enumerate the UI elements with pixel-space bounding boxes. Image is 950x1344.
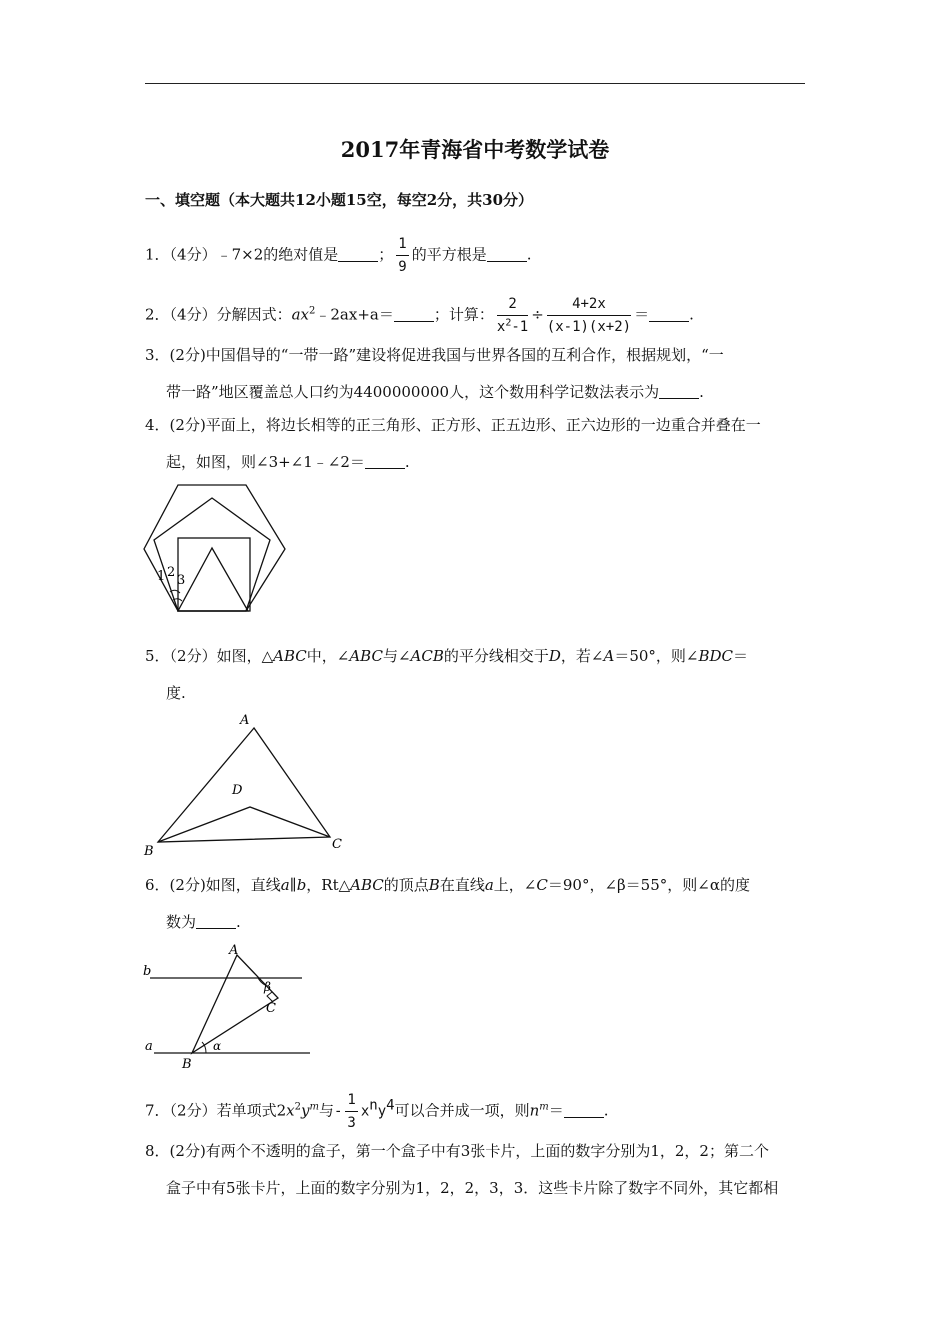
angle-label-3: 3 [177,573,186,588]
q5-text-g: ＝ [733,647,749,665]
q6-text-d: 在直线 [439,876,485,894]
den-x: x [496,319,506,335]
angle-label-1: 1 [157,569,166,584]
vertex-c-label: C [266,1001,276,1016]
den-tail: -1 [511,319,529,335]
question-4-line-1: 4．(2分)平面上，将边长相等的正三角形、正方形、正五边形、正六边形的一边重合并叠在一 [145,416,761,434]
answer-blank [649,307,689,322]
q5-d: D [548,647,561,665]
vertex-c-label: C [332,837,342,852]
q2-text-a: 分解因式： [216,305,292,324]
question-8-line-1: 8．(2分)有两个不透明的盒子，第一个盒子中有3张卡片，上面的数字分别为1，2，2；第二个 [145,1142,769,1160]
question-4-line-2 [166,452,410,472]
q7-text-a: 若单项式2 [216,1101,287,1120]
vertex-a-label: A [240,713,250,728]
hexagon [144,485,285,611]
vertex-b-label: B [182,1057,192,1072]
answer-blank [394,307,434,322]
question-1 [145,234,532,277]
q4-text: 起，如图，则∠3+∠1﹣∠2＝ [166,453,365,471]
answer-blank [487,247,527,262]
q7-sup-m: m [309,1101,319,1113]
q2-end: . [689,305,694,324]
q4-end: . [404,453,410,471]
q6-a2: a [484,876,494,894]
mono-sup-n: n [369,1097,378,1114]
answer-blank [659,384,699,399]
q5-text-b: 中，∠ [306,647,350,665]
header-rule [145,83,805,84]
fraction-denominator: 9 [398,259,407,275]
vertex-b-label: B [144,844,154,859]
den-sup: 2 [505,317,512,329]
q3-end: . [699,383,704,401]
parallel-lines-figure [140,940,320,1070]
fraction-numerator: 2 [497,294,528,316]
q5-text-d: 的平分线相交于 [443,647,549,665]
pentagon [154,498,270,611]
q6-C: C [536,876,548,894]
q7-sup-2: 2 [294,1101,301,1113]
q7-x: x [286,1101,295,1120]
fraction-numerator: 1 [345,1090,357,1112]
question-7 [145,1090,609,1133]
q1-text-a: ﹣7×2的绝对值是 [216,245,339,264]
question-6-line-2 [166,912,241,932]
answer-blank [365,454,405,469]
q1-text-b: 的平方根是 [411,245,487,264]
divide-sign: ÷ [531,305,544,324]
q6-text-f: ＝90°，∠β＝55°，则∠α的度 [547,876,750,894]
q6-text-b: ，Rt△ [306,876,351,894]
q7-score: （2分） [169,1101,217,1120]
question-8-line-2: 盒子中有5张卡片，上面的数字分别为1，2，2，3，3．这些卡片除了数字不同外，其它都相 [166,1179,779,1197]
mono-x: x [360,1103,370,1120]
q1-number: 1． [145,245,170,264]
q2-sup-a: 2 [309,305,316,317]
fraction-denominator [497,316,528,337]
fraction-numerator: 1 [396,234,408,256]
q6-end: . [236,913,241,931]
q5-acb: ACB [410,647,444,665]
q2-score: （4分） [169,305,217,324]
q5-text-c: 与∠ [382,647,411,665]
q6-text-a: 6．(2分)如图，直线 [145,876,281,894]
line-b-label: b [143,964,152,979]
question-2 [145,294,694,337]
point-d-label: D [232,783,243,798]
line-a-label: a [145,1039,153,1054]
question-3-line-2 [166,382,704,402]
fraction-numerator: 4+2x [547,294,631,316]
q7-number: 7． [145,1101,170,1120]
alpha-label: α [213,1039,222,1053]
q7-end: . [603,1101,609,1120]
q5-a: A [603,647,615,665]
page-title: 2017年青海省中考数学试卷 [340,137,610,162]
q6-parallel: ∥ [289,876,297,894]
question-6-line-1 [145,875,750,895]
square [178,538,250,611]
fraction-denominator: (x-1)(x+2) [546,319,632,335]
q6-text-e: 上，∠ [493,876,537,894]
fraction-2-over-x2-1 [497,294,528,337]
fraction-denominator: 3 [347,1115,356,1131]
q5-abc2: ABC [349,647,383,665]
q2-expr-a: ax [291,305,310,324]
q1-sep: ； [378,245,394,264]
fraction-one-ninth [396,234,408,277]
answer-blank [338,247,378,262]
section-heading: 一、填空题（本大题共12小题15空，每空2分，共30分） [145,191,534,209]
q7-sup-m2: m [539,1101,549,1113]
q5-abc: ABC [273,647,307,665]
q1-score: （4分） [169,245,217,264]
q1-end: . [526,245,532,264]
mono-y: y [377,1103,387,1120]
q5-text-a: 5．（2分）如图，△ [145,647,274,665]
alpha-arc [202,1042,206,1053]
q6-abc: ABC [350,876,384,894]
q3-text: 带一路”地区覆盖总人口约为4400000000人，这个数用科学记数法表示为 [166,383,660,401]
question-5-line-2: 度. [166,684,186,702]
q2-expr-b: ﹣2ax+a＝ [315,305,394,324]
mono-sup-4: 4 [386,1097,395,1114]
triangle [178,548,248,611]
q7-y: y [300,1101,310,1120]
beta-label: β [264,980,271,994]
q7-n: n [529,1101,540,1120]
q6-b: b [296,876,307,894]
q7-text-c: 可以合并成一项，则 [394,1101,530,1120]
q7-text-b: 与 [318,1101,334,1120]
answer-blank [564,1103,604,1118]
fraction-one-third [345,1090,357,1133]
equals-sign: ＝ [548,1101,564,1120]
q5-text-e: ，若∠ [560,647,604,665]
fraction-4plus2x [547,294,631,337]
polygon-figure [140,480,300,615]
triangle-abc-figure [140,710,350,859]
equals-sign: ＝ [634,305,650,324]
q6-text-c: 的顶点 [383,876,429,894]
q5-text-f: ＝50°，则∠ [614,647,699,665]
question-5-line-1 [145,646,748,666]
q2-number: 2． [145,305,170,324]
q6-a: a [280,876,290,894]
angle-label-2: 2 [167,565,176,580]
answer-blank [196,914,236,929]
q2-sep: ；计算： [433,305,494,324]
triangle-abc [158,728,330,842]
q6-text-line2: 数为 [166,913,197,931]
q5-bdc: BDC [698,647,734,665]
minus-sign: - [333,1103,343,1120]
q6-B: B [428,876,440,894]
vertex-a-label: A [229,943,239,958]
question-3-line-1: 3．(2分)中国倡导的“一带一路”建设将促进我国与世界各国的互利合作，根据规划，“一 [145,346,724,364]
